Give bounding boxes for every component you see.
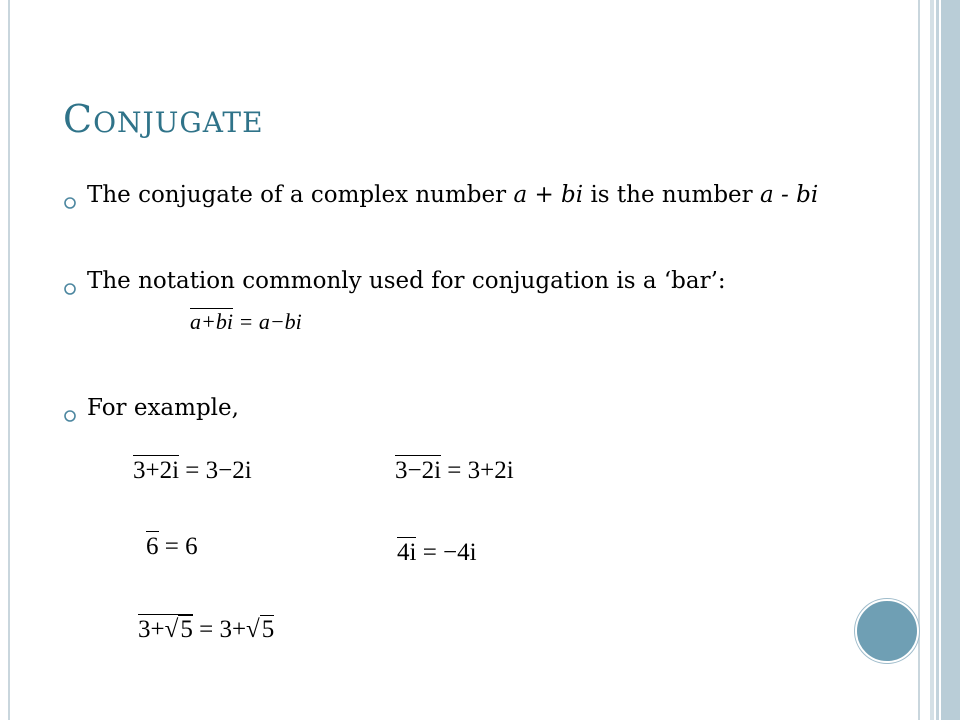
decor-strip [941,0,960,720]
bullet-ring-icon [63,265,87,306]
example-formula-4: 4i = −4i [397,539,477,566]
bullet-text: The conjugate of a complex number a + bi is the number a - bi [87,182,819,208]
accent-circle [855,599,919,663]
bullet-example [63,392,847,433]
decor-strip [936,0,939,720]
bullet-ring-icon [63,179,87,220]
bullet-text: The notation commonly used for conjugation is a ‘bar’: [87,268,726,294]
decor-strip [930,0,934,720]
slide-title: CONJUGATE [63,97,264,141]
right-frame-line [918,0,920,720]
bullet-notation [63,265,847,306]
bullet-definition [63,179,847,220]
notation-formula: a+bi = a−bi [190,309,302,334]
left-frame-line [8,0,10,720]
example-formula-1: 3+2i = 3−2i [133,457,252,484]
bullet-ring-icon [63,392,87,433]
example-formula-5: 3+√5 = 3+√5 [138,616,275,643]
bullet-text: For example, [87,395,239,421]
example-formula-2: 3−2i = 3+2i [395,457,514,484]
example-formula-3: 6 = 6 [146,533,198,560]
